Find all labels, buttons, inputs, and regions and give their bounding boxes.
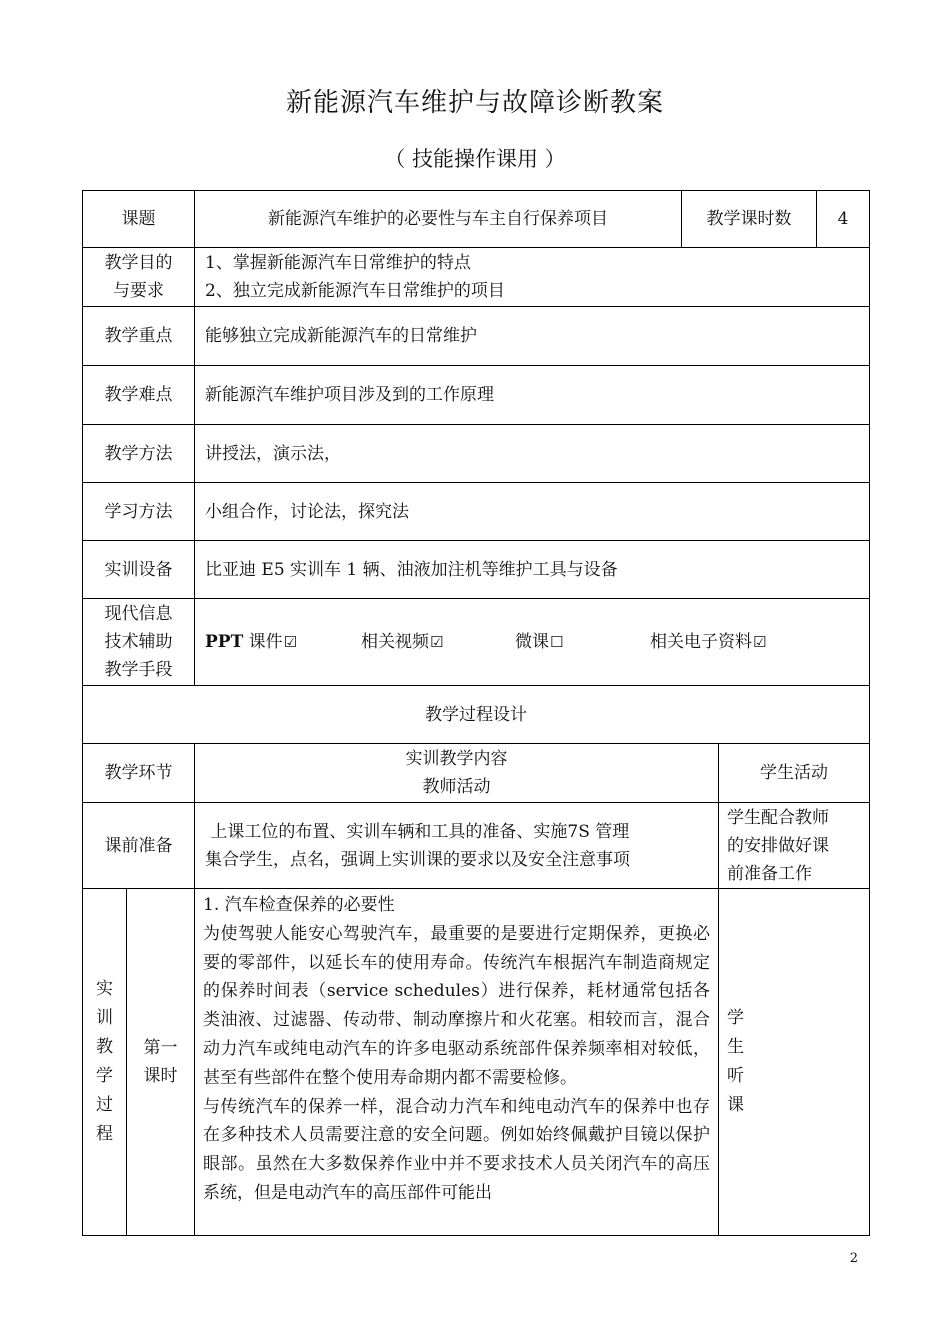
- option-video-label: 相关视频: [361, 632, 429, 652]
- page-number: 2: [849, 1251, 858, 1266]
- stage-header: 教学环节: [82, 743, 195, 803]
- difficulty-label: 教学难点: [82, 365, 195, 425]
- period-line: 课时: [143, 1066, 178, 1086]
- student-char: 课: [727, 1095, 744, 1115]
- modern-tech-label: [82, 598, 195, 686]
- training-section-label: [82, 888, 127, 1236]
- content-paragraph: 与传统汽车的保养一样，混合动力汽车和纯电动汽车的保养中也存在多种技术人员需要注意的安全问题。例如始终佩戴护目镜以保护眼部。虽然在大多数保养作业中并不要求技术人员关闭汽车的高压系统，但是电动汽车的高压部件可能出: [203, 1096, 710, 1203]
- section-char: 程: [96, 1124, 113, 1144]
- modern-tech-options: [194, 598, 870, 686]
- teaching-method-value: 讲授法，演示法，: [194, 424, 870, 483]
- section-char: 训: [96, 1008, 113, 1028]
- section-char: 学: [96, 1066, 113, 1086]
- option-e-materials: [650, 628, 766, 656]
- prep-student: [718, 802, 870, 889]
- option-microlesson-label: 微课: [515, 632, 549, 652]
- modern-tech-label-line: 现代信息: [104, 604, 173, 624]
- content-header: [194, 743, 719, 803]
- topic-label: 课题: [82, 190, 195, 248]
- teaching-method-label: 教学方法: [82, 424, 195, 483]
- option-ppt-label: 课件: [243, 632, 283, 652]
- document-title: 新能源汽车维护与故障诊断教案: [285, 88, 664, 118]
- goals-label: [82, 247, 195, 307]
- training-student: [718, 888, 870, 1236]
- prep-content-line: 上课工位的布置、实训车辆和工具的准备、实施7S 管理: [205, 821, 630, 842]
- checked-box-icon: ☑: [753, 633, 767, 651]
- checked-box-icon: ☑: [283, 633, 298, 651]
- student-char: 生: [727, 1037, 744, 1057]
- document-subtitle: （ 技能操作课用 ）: [384, 147, 566, 171]
- content-header-line: 教师活动: [422, 777, 491, 797]
- option-ppt-bold: PPT: [205, 632, 244, 652]
- goal-item: 1、掌握新能源汽车日常维护的特点: [205, 253, 471, 273]
- goals-label-line: 教学目的: [104, 253, 173, 273]
- content-heading: 1. 汽车检查保养的必要性: [203, 895, 395, 915]
- hours-value: 4: [816, 190, 870, 248]
- prep-label: 课前准备: [82, 802, 195, 889]
- student-char: 学: [727, 1008, 744, 1028]
- prep-content: [194, 802, 719, 889]
- prep-student-line: 学生配合教师: [727, 807, 829, 828]
- option-ppt: [205, 628, 297, 656]
- equipment-label: 实训设备: [82, 540, 195, 599]
- difficulty-value: 新能源汽车维护项目涉及到的工作原理: [194, 365, 870, 425]
- process-title: 教学过程设计: [82, 685, 870, 744]
- learning-method-value: 小组合作，讨论法，探究法: [194, 482, 870, 541]
- focus-label: 教学重点: [82, 306, 195, 366]
- period-label: [126, 888, 195, 1236]
- checked-box-icon: ☑: [430, 633, 444, 651]
- content-header-line: 实训教学内容: [405, 749, 508, 769]
- section-char: 过: [96, 1095, 113, 1115]
- section-char: 教: [96, 1037, 113, 1057]
- section-char: 实: [96, 979, 113, 999]
- modern-tech-label-line: 技术辅助: [104, 632, 173, 652]
- goal-item: 2、独立完成新能源汽车日常维护的项目: [205, 281, 505, 301]
- student-header: 学生活动: [718, 743, 870, 803]
- learning-method-label: 学习方法: [82, 482, 195, 541]
- modern-tech-label-line: 教学手段: [104, 660, 173, 680]
- empty-box-icon: ☐: [550, 633, 564, 651]
- option-microlesson: [515, 628, 563, 656]
- option-video: [361, 628, 443, 656]
- topic-value: 新能源汽车维护的必要性与车主自行保养项目: [194, 190, 682, 248]
- content-paragraph: 为使驾驶人能安心驾驶汽车，最重要的是要进行定期保养，更换必要的零部件，以延长车的使用寿命。传统汽车根据汽车制造商规定的保养时间表（service schedules）进行保养，耗材通常包括各类油液、过滤器、传动带、制动摩擦片和火花塞。相较而言，混合动力汽车或纯电动汽车的许多电驱动系统部件保养频率相对较低，甚至有些部件在整个使用寿命期内都不需要检修。: [203, 923, 710, 1088]
- focus-value: 能够独立完成新能源汽车的日常维护: [194, 306, 870, 366]
- student-char: 听: [727, 1066, 744, 1086]
- hours-label: 教学课时数: [681, 190, 817, 248]
- period-line: 第一: [143, 1038, 178, 1058]
- goals-label-line: 与要求: [113, 281, 164, 301]
- prep-content-line: 集合学生，点名，强调上实训课的要求以及安全注意事项: [205, 849, 630, 870]
- prep-student-line: 前准备工作: [727, 863, 812, 884]
- prep-student-line: 的安排做好课: [727, 835, 829, 856]
- lesson-plan-table: [82, 190, 870, 1236]
- equipment-value: 比亚迪 E5 实训车 1 辆、油液加注机等维护工具与设备: [194, 540, 870, 599]
- training-content: [194, 888, 719, 1236]
- option-e-materials-label: 相关电子资料: [650, 632, 752, 652]
- goals-content: [194, 247, 870, 307]
